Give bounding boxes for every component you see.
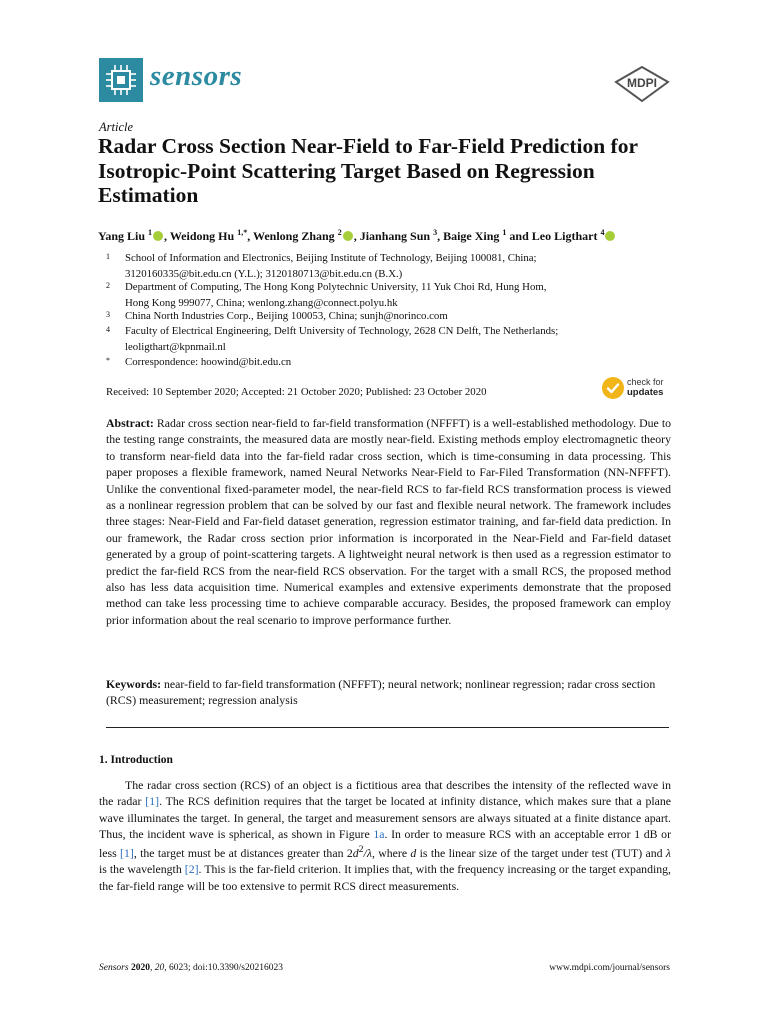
author-name: Jianhang Sun xyxy=(359,229,431,243)
affiliation-text: China North Industries Corp., Beijing 100053, China; sunjh@norinco.com xyxy=(125,310,448,322)
publication-dates: Received: 10 September 2020; Accepted: 21 October 2020; Published: 23 October 2020 xyxy=(106,386,487,398)
check-badge-line1: check for xyxy=(627,377,664,387)
author-affil-sup: 1 xyxy=(502,228,507,237)
author-name: Leo Ligthart xyxy=(531,229,598,243)
intro-text: , the target must be at distances greater than 2 xyxy=(133,846,353,861)
keywords-text: near-field to far-field transformation (NFFFT); neural network; nonlinear regression; radar cross section (RCS) measurement; regression analysis xyxy=(106,677,656,708)
footer-volume: 20 xyxy=(154,963,165,973)
checkmark-icon xyxy=(602,377,624,399)
affiliation-text: Faculty of Electrical Engineering, Delft University of Technology, 2628 CN Delft, The Netherlands; leoligthart@kpnmail.nl xyxy=(125,325,559,353)
author-list: Yang Liu $^1$ , Weidong Hu $^{1,*}$, Wenlong Zhang $^2$ , Jianhang Sun $^3$, Baige Xing $^1$ and Leo Ligthart $^4$ xyxy=(98,229,698,244)
affiliation-number: 1 xyxy=(106,252,110,261)
section-divider xyxy=(106,727,669,728)
affiliation-number: 2 xyxy=(106,281,110,290)
keywords xyxy=(106,676,671,709)
abstract xyxy=(106,415,671,628)
author-affil-sup: 1 xyxy=(148,228,153,237)
intro-text: The radar cross section (RCS) of an object is a fictitious area that describes the intensity of the reflected wave in the radar xyxy=(99,778,671,809)
author-affil-sup: 1,* xyxy=(237,228,248,237)
figure-link[interactable]: 1a xyxy=(373,826,385,841)
publisher-name: MDPI xyxy=(627,76,657,90)
footer-url[interactable]: www.mdpi.com/journal/sensors xyxy=(549,963,670,973)
affiliation-text: Department of Computing, The Hong Kong Polytechnic University, 11 Yuk Choi Rd, Hung Hom, Hong Kong 999077, China; wenlong.zhang@connect.polyu.hk xyxy=(125,281,547,309)
check-for-updates-button[interactable] xyxy=(602,376,672,400)
author-affil-sup: 2 xyxy=(337,228,342,237)
citation-link[interactable]: [1] xyxy=(145,794,160,809)
author-name: Baige Xing xyxy=(443,229,500,243)
intro-text: . The RCS definition requires that the target be located at infinity distance, which makes sure that a plane wave illuminates the target. In general, the target and measurement sensors are always situated at a finite distance apart. Thus, the incident wave is spherical, as shown in Figure xyxy=(99,794,671,841)
paper-title: Radar Cross Section Near-Field to Far-Field Prediction for Isotropic-Point Scattering Target Based on Regression Estimation xyxy=(98,134,638,207)
intro-text: is the linear size of the target under test (TUT) and xyxy=(416,846,666,861)
footer-doi: , 6023; doi:10.3390/s20216023 xyxy=(164,963,283,973)
citation-link[interactable]: [1] xyxy=(120,846,134,861)
author-affil-sup: 3 xyxy=(433,228,438,237)
keywords-label: Keywords: xyxy=(106,677,162,691)
author-name: Weidong Hu xyxy=(169,229,235,243)
intro-text: . In order to measure RCS with an acceptable error 1 dB or less xyxy=(99,826,671,861)
author-name: Yang Liu xyxy=(98,229,146,243)
section-heading: 1. Introduction xyxy=(99,754,173,766)
affiliation-number: 4 xyxy=(106,325,110,334)
math-variable: d xyxy=(410,846,417,861)
author-affil-sup: 4 xyxy=(600,228,605,237)
affiliation-number: * xyxy=(106,356,110,365)
intro-text: . This is the far-field criterion. It implies that, with the frequency increasing or the target expanding, the far-field range will be too extensive to permit RCS direct measurements. xyxy=(99,862,671,893)
orcid-icon[interactable] xyxy=(605,231,615,241)
author-name: Wenlong Zhang xyxy=(252,229,335,243)
math-variable: λ xyxy=(665,846,671,861)
journal-name: sensors xyxy=(150,60,243,92)
orcid-icon[interactable] xyxy=(153,231,163,241)
abstract-text: Radar cross section near-field to far-field transformation (NFFFT) is a well-established methodology. Due to the testing range constraints, the measured data are mostly near-field. Existing methods employ electromagnetic theory to transform near-field data into the far-field radar cross section, which is time-consuming in data processing. This paper proposes a flexible framework, named Neural Networks Near-Field to Far-Filed Transformation (NN-NFFFT). Unlike the conventional fixed-parameter model, the near-field RCS to far-field RCS transformation process is viewed as a nonlinear regression problem that can be solved by our fast and flexible neural network. The framework includes three stages: Near-Field and Far-field dataset generation, regression estimator training, and far-field data prediction. In our framework, the Radar cross section prior information is incorporated in the Near-Field and Far-field dataset generated by a group of point-scattering targets. A lightweight neural network is then used as a regression estimator to predict the far-field RCS from the near-field RCS observation. For the target with a small RCS, the proposed method also has less data acquisition time. Numerical examples and extensive experiments demonstrate that the proposed method can take less processing time to achieve comparable accuracy. Besides, the proposed framework can employ prior information about the real scenario to improve performance further. xyxy=(106,416,671,627)
footer-year: 2020 xyxy=(130,963,150,973)
check-badge-line2: updates xyxy=(627,387,664,398)
article-type: Article xyxy=(99,120,134,134)
orcid-icon[interactable] xyxy=(343,231,353,241)
math-exponent: 2 xyxy=(358,844,364,856)
intro-paragraph xyxy=(99,777,671,894)
affiliation-text: School of Information and Electronics, Beijing Institute of Technology, Beijing 100081, China; 3120160335@bit.edu.cn (Y.L.); 3120180713@bit.edu.cn (B.X.) xyxy=(125,252,537,280)
math-variable: /λ xyxy=(363,846,372,861)
footer-journal: Sensors xyxy=(99,963,129,973)
abstract-label: Abstract: xyxy=(106,416,154,430)
intro-text: is the wavelength xyxy=(99,862,185,877)
affiliation-number: 3 xyxy=(106,310,110,319)
correspondence-text: Correspondence: hoowind@bit.edu.cn xyxy=(125,356,292,368)
publisher-logo xyxy=(614,66,670,102)
citation-link[interactable]: [2] xyxy=(184,862,199,877)
math-variable: d xyxy=(352,846,359,861)
journal-logo xyxy=(99,58,143,102)
footer-citation: Sensors 2020, 20, 6023; doi:10.3390/s20216023 xyxy=(99,963,283,973)
intro-text: , where xyxy=(371,846,411,861)
